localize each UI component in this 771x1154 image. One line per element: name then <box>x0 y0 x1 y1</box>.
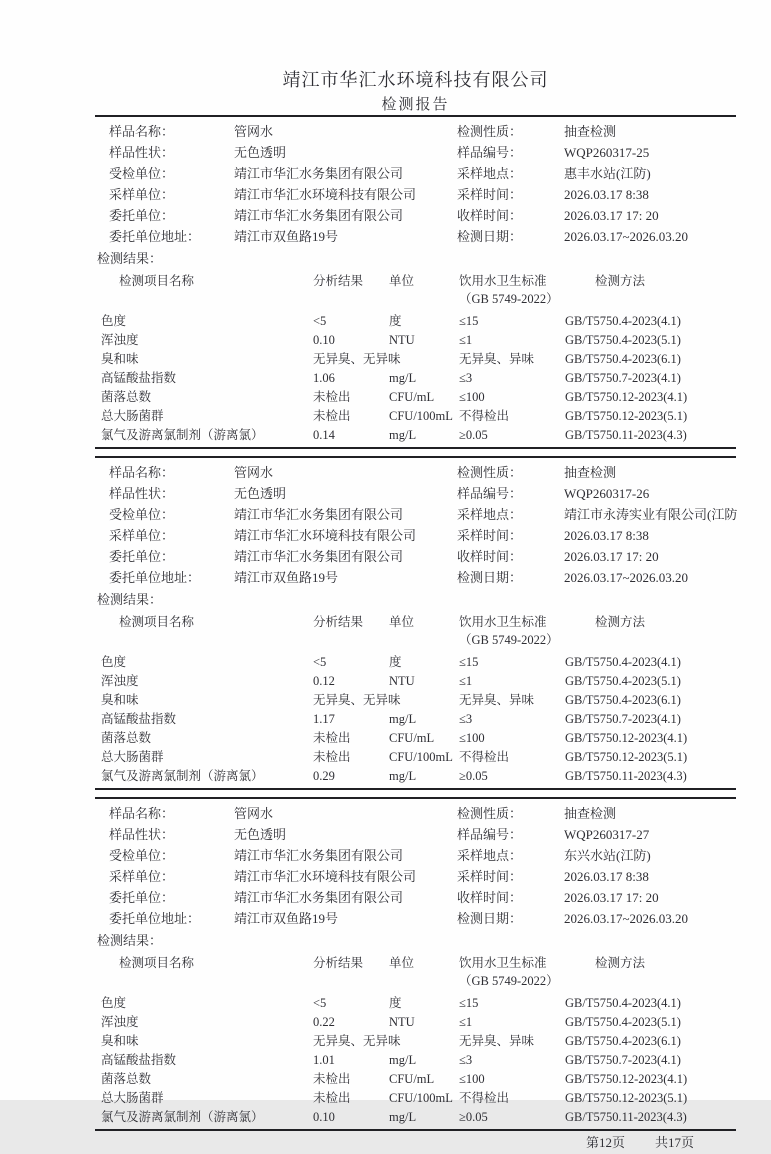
table-cell: 不得检出 <box>459 750 510 764</box>
field-value: 靖江市华汇水环境科技有限公司 <box>234 187 417 202</box>
table-cell: GB/T5750.7-2023(4.1) <box>565 1053 681 1067</box>
field-value: 东兴水站(江防) <box>564 848 651 863</box>
header-result: 分析结果 <box>313 274 364 288</box>
table-cell: 0.29 <box>313 769 335 783</box>
field-value: 2026.03.17 8:38 <box>564 187 649 202</box>
table-row <box>95 407 736 426</box>
table-cell: ≤3 <box>459 371 473 385</box>
table-cell: GB/T5750.12-2023(4.1) <box>565 731 688 745</box>
table-cell: 1.06 <box>313 371 335 385</box>
table-cell: NTU <box>389 674 415 688</box>
table-cell: ≤15 <box>459 996 479 1010</box>
table-cell: 度 <box>389 655 402 669</box>
field-label: 样品编号： <box>457 486 523 501</box>
table-cell <box>389 350 459 369</box>
table-cell: 无异臭、异味 <box>459 1034 535 1048</box>
table-cell: 无异臭、无异味 <box>313 693 401 707</box>
table-cell: GB/T5750.12-2023(4.1) <box>565 1072 688 1086</box>
table-cell: 色度 <box>101 314 127 328</box>
table-cell: mg/L <box>389 769 417 783</box>
table-cell: ≤1 <box>459 674 473 688</box>
table-cell: <5 <box>313 655 327 669</box>
field-label: 采样地点： <box>457 166 523 181</box>
table-cell: ≥0.05 <box>459 428 488 442</box>
field-value: 无色透明 <box>234 145 287 160</box>
header-item: 检测项目名称 <box>119 615 195 629</box>
table-cell: 无异臭、无异味 <box>313 1034 401 1048</box>
sample-info-grid <box>95 803 736 929</box>
table-cell: 氯气及游离氯制剂（游离氯） <box>101 769 264 783</box>
field-label: 采样地点： <box>457 848 523 863</box>
field-label: 样品名称： <box>109 124 175 139</box>
table-cell: ≤3 <box>459 1053 473 1067</box>
field-label: 采样时间： <box>457 869 523 884</box>
header-item: 检测项目名称 <box>119 274 195 288</box>
field-value: 靖江市华汇水务集团有限公司 <box>234 848 404 863</box>
field-value: 2026.03.17~2026.03.20 <box>564 229 689 244</box>
table-cell: 菌落总数 <box>101 1072 152 1086</box>
table-cell: 1.01 <box>313 1053 335 1067</box>
field-label: 采样单位： <box>109 187 175 202</box>
results-label: 检测结果： <box>97 251 163 266</box>
table-cell: GB/T5750.7-2023(4.1) <box>565 712 681 726</box>
table-cell: 总大肠菌群 <box>101 1091 164 1105</box>
table-cell: ≤1 <box>459 1015 473 1029</box>
table-cell: ≤15 <box>459 655 479 669</box>
field-label: 采样单位： <box>109 869 175 884</box>
table-cell: ≤15 <box>459 314 479 328</box>
table-cell: 臭和味 <box>101 1034 139 1048</box>
field-label: 采样时间： <box>457 187 523 202</box>
table-cell: CFU/mL <box>389 731 435 745</box>
header-unit: 单位 <box>389 956 415 970</box>
field-label: 样品名称： <box>109 465 175 480</box>
field-value: 2026.03.17 8:38 <box>564 869 649 884</box>
table-cell: mg/L <box>389 371 417 385</box>
field-label: 收样时间： <box>457 549 523 564</box>
table-row <box>95 369 736 388</box>
field-label: 委托单位地址： <box>109 229 201 244</box>
field-value: 无色透明 <box>234 827 287 842</box>
table-cell: GB/T5750.11-2023(4.3) <box>565 769 687 783</box>
field-label: 样品编号： <box>457 827 523 842</box>
header-standard-line1: 饮用水卫生标准 <box>459 615 547 629</box>
table-row <box>95 691 736 710</box>
table-cell: <5 <box>313 996 327 1010</box>
table-cell: mg/L <box>389 428 417 442</box>
table-cell: GB/T5750.4-2023(4.1) <box>565 996 681 1010</box>
table-row <box>95 350 736 369</box>
field-value: 靖江市双鱼路19号 <box>234 570 339 585</box>
table-cell: GB/T5750.4-2023(6.1) <box>565 1034 681 1048</box>
table-cell: GB/T5750.12-2023(5.1) <box>565 1091 688 1105</box>
table-cell: 浑浊度 <box>101 333 139 347</box>
table-cell: GB/T5750.4-2023(6.1) <box>565 352 681 366</box>
header-standard <box>459 613 565 649</box>
field-label: 受检单位： <box>109 507 175 522</box>
field-value: 靖江市华汇水务集团有限公司 <box>234 166 404 181</box>
table-row <box>95 1013 736 1032</box>
table-cell: CFU/100mL <box>389 1091 453 1105</box>
field-value: 惠丰水站(江防) <box>564 166 651 181</box>
page-title: 靖江市华汇水环境科技有限公司 <box>282 70 549 90</box>
header-standard-line2: （GB 5749-2022） <box>459 292 559 306</box>
sample-info-grid <box>95 121 736 247</box>
page-number: 第12页 <box>585 1135 625 1150</box>
field-label: 样品性状： <box>109 486 175 501</box>
table-cell: GB/T5750.12-2023(4.1) <box>565 390 688 404</box>
table-cell: mg/L <box>389 1053 417 1067</box>
field-label: 检测性质： <box>457 465 523 480</box>
table-row <box>95 729 736 748</box>
table-row <box>95 1108 736 1127</box>
table-cell: GB/T5750.11-2023(4.3) <box>565 1110 687 1124</box>
results-label: 检测结果： <box>97 933 163 948</box>
field-value: 靖江市华汇水务集团有限公司 <box>234 549 404 564</box>
table-row <box>95 1032 736 1051</box>
field-value: WQP260317-27 <box>564 827 650 842</box>
table-cell: 浑浊度 <box>101 674 139 688</box>
header-standard-line2: （GB 5749-2022） <box>459 974 559 988</box>
table-cell: 氯气及游离氯制剂（游离氯） <box>101 428 264 442</box>
table-cell: 臭和味 <box>101 352 139 366</box>
table-cell: 总大肠菌群 <box>101 409 164 423</box>
table-cell: 色度 <box>101 996 127 1010</box>
table-row <box>95 312 736 331</box>
field-value: 2026.03.17~2026.03.20 <box>564 911 689 926</box>
header-standard-line1: 饮用水卫生标准 <box>459 274 547 288</box>
table-cell: GB/T5750.7-2023(4.1) <box>565 371 681 385</box>
table-cell: GB/T5750.4-2023(6.1) <box>565 693 681 707</box>
field-value: 靖江市双鱼路19号 <box>234 911 339 926</box>
field-value: 抽查检测 <box>564 124 617 139</box>
table-row <box>95 767 736 786</box>
table-cell: ≥0.05 <box>459 1110 488 1124</box>
field-value: 靖江市华汇水务集团有限公司 <box>234 890 404 905</box>
table-cell: CFU/100mL <box>389 409 453 423</box>
table-cell: 未检出 <box>313 1091 351 1105</box>
field-label: 样品性状： <box>109 827 175 842</box>
table-row <box>95 1051 736 1070</box>
table-cell: 高锰酸盐指数 <box>101 371 177 385</box>
table-cell: CFU/mL <box>389 1072 435 1086</box>
table-cell: 菌落总数 <box>101 390 152 404</box>
table-cell: 1.17 <box>313 712 335 726</box>
table-cell: 高锰酸盐指数 <box>101 1053 177 1067</box>
results-table-header <box>95 272 736 308</box>
table-cell: 色度 <box>101 655 127 669</box>
table-row <box>95 653 736 672</box>
field-value: 2026.03.17 17: 20 <box>564 208 659 223</box>
results-label: 检测结果： <box>97 592 163 607</box>
field-value: 2026.03.17 17: 20 <box>564 549 659 564</box>
field-value: 靖江市华汇水环境科技有限公司 <box>234 528 417 543</box>
table-cell: 不得检出 <box>459 1091 510 1105</box>
table-row <box>95 1089 736 1108</box>
field-label: 检测性质： <box>457 124 523 139</box>
field-value: 靖江市双鱼路19号 <box>234 229 339 244</box>
header-standard-line1: 饮用水卫生标准 <box>459 956 547 970</box>
table-cell: mg/L <box>389 1110 417 1124</box>
field-value: 靖江市华汇水务集团有限公司 <box>234 208 404 223</box>
header-standard-line2: （GB 5749-2022） <box>459 633 559 647</box>
table-cell: 高锰酸盐指数 <box>101 712 177 726</box>
field-label: 委托单位： <box>109 208 175 223</box>
header-method: 检测方法 <box>595 615 646 629</box>
table-cell: 度 <box>389 314 402 328</box>
table-cell: 菌落总数 <box>101 731 152 745</box>
table-row <box>95 1070 736 1089</box>
table-cell: 0.10 <box>313 1110 335 1124</box>
field-value: 无色透明 <box>234 486 287 501</box>
table-cell: ≤1 <box>459 333 473 347</box>
title-block <box>95 0 736 117</box>
header-result: 分析结果 <box>313 956 364 970</box>
table-cell: 无异臭、无异味 <box>313 352 401 366</box>
field-label: 检测日期： <box>457 911 523 926</box>
field-label: 采样地点： <box>457 507 523 522</box>
sample-info-grid <box>95 462 736 588</box>
field-label: 收样时间： <box>457 890 523 905</box>
table-row <box>95 331 736 350</box>
header-item: 检测项目名称 <box>119 956 195 970</box>
field-label: 检测性质： <box>457 806 523 821</box>
table-cell: ≤100 <box>459 731 485 745</box>
field-label: 受检单位： <box>109 166 175 181</box>
table-cell: 未检出 <box>313 750 351 764</box>
table-cell: GB/T5750.4-2023(5.1) <box>565 333 681 347</box>
field-value: 管网水 <box>234 465 274 480</box>
table-cell: 臭和味 <box>101 693 139 707</box>
field-label: 检测日期： <box>457 570 523 585</box>
table-cell: 度 <box>389 996 402 1010</box>
field-value: WQP260317-26 <box>564 486 650 501</box>
field-value: 管网水 <box>234 806 274 821</box>
page-footer <box>95 1132 736 1154</box>
sample-section <box>95 797 736 1131</box>
header-method: 检测方法 <box>595 274 646 288</box>
table-cell: ≥0.05 <box>459 769 488 783</box>
table-cell: 未检出 <box>313 390 351 404</box>
table-cell: NTU <box>389 333 415 347</box>
header-unit: 单位 <box>389 274 415 288</box>
table-cell: CFU/mL <box>389 390 435 404</box>
table-row <box>95 994 736 1013</box>
field-value: 抽查检测 <box>564 465 617 480</box>
sample-section <box>95 117 736 449</box>
table-cell: 总大肠菌群 <box>101 750 164 764</box>
table-row <box>95 748 736 767</box>
table-cell: 不得检出 <box>459 409 510 423</box>
table-row <box>95 710 736 729</box>
report-sections <box>95 117 736 1131</box>
field-label: 采样时间： <box>457 528 523 543</box>
table-cell: GB/T5750.11-2023(4.3) <box>565 428 687 442</box>
table-cell: GB/T5750.4-2023(4.1) <box>565 314 681 328</box>
page-total: 共17页 <box>654 1135 694 1150</box>
table-cell: 0.12 <box>313 674 335 688</box>
field-label: 样品名称： <box>109 806 175 821</box>
field-value: 管网水 <box>234 124 274 139</box>
table-cell: GB/T5750.12-2023(5.1) <box>565 750 688 764</box>
report-content <box>95 0 736 1154</box>
table-cell: <5 <box>313 314 327 328</box>
report-subtitle: 检测报告 <box>381 97 450 113</box>
table-cell: ≤3 <box>459 712 473 726</box>
sample-section <box>95 456 736 790</box>
field-value: 靖江市华汇水环境科技有限公司 <box>234 869 417 884</box>
table-cell: mg/L <box>389 712 417 726</box>
table-cell: 未检出 <box>313 731 351 745</box>
field-label: 采样单位： <box>109 528 175 543</box>
header-standard <box>459 272 565 308</box>
field-value: WQP260317-25 <box>564 145 650 160</box>
field-label: 委托单位： <box>109 890 175 905</box>
table-cell: 0.10 <box>313 333 335 347</box>
header-standard <box>459 954 565 990</box>
header-result: 分析结果 <box>313 615 364 629</box>
table-row <box>95 426 736 445</box>
field-value: 2026.03.17 17: 20 <box>564 890 659 905</box>
table-cell: 0.14 <box>313 428 335 442</box>
field-label: 受检单位： <box>109 848 175 863</box>
table-cell: GB/T5750.4-2023(5.1) <box>565 674 681 688</box>
table-cell: GB/T5750.4-2023(5.1) <box>565 1015 681 1029</box>
table-cell: 未检出 <box>313 1072 351 1086</box>
results-table-header <box>95 613 736 649</box>
table-cell: ≤100 <box>459 390 485 404</box>
table-row <box>95 388 736 407</box>
field-label: 委托单位地址： <box>109 570 201 585</box>
table-cell: 无异臭、异味 <box>459 693 535 707</box>
field-value: 靖江市永涛实业有限公司(江防 <box>564 507 738 522</box>
header-unit: 单位 <box>389 615 415 629</box>
table-cell: GB/T5750.4-2023(4.1) <box>565 655 681 669</box>
results-table-header <box>95 954 736 990</box>
field-label: 委托单位地址： <box>109 911 201 926</box>
field-value: 靖江市华汇水务集团有限公司 <box>234 507 404 522</box>
field-value: 抽查检测 <box>564 806 617 821</box>
table-cell: GB/T5750.12-2023(5.1) <box>565 409 688 423</box>
table-row <box>95 672 736 691</box>
table-cell: 未检出 <box>313 409 351 423</box>
table-cell: 浑浊度 <box>101 1015 139 1029</box>
field-value: 2026.03.17 8:38 <box>564 528 649 543</box>
field-value: 2026.03.17~2026.03.20 <box>564 570 689 585</box>
header-method: 检测方法 <box>595 956 646 970</box>
table-cell: NTU <box>389 1015 415 1029</box>
table-cell: 无异臭、异味 <box>459 352 535 366</box>
field-label: 收样时间： <box>457 208 523 223</box>
field-label: 委托单位： <box>109 549 175 564</box>
table-cell: ≤100 <box>459 1072 485 1086</box>
field-label: 样品编号： <box>457 145 523 160</box>
table-cell: 氯气及游离氯制剂（游离氯） <box>101 1110 264 1124</box>
table-cell <box>389 691 459 710</box>
table-cell <box>389 1032 459 1051</box>
field-label: 检测日期： <box>457 229 523 244</box>
field-label: 样品性状： <box>109 145 175 160</box>
table-cell: CFU/100mL <box>389 750 453 764</box>
table-cell: 0.22 <box>313 1015 335 1029</box>
